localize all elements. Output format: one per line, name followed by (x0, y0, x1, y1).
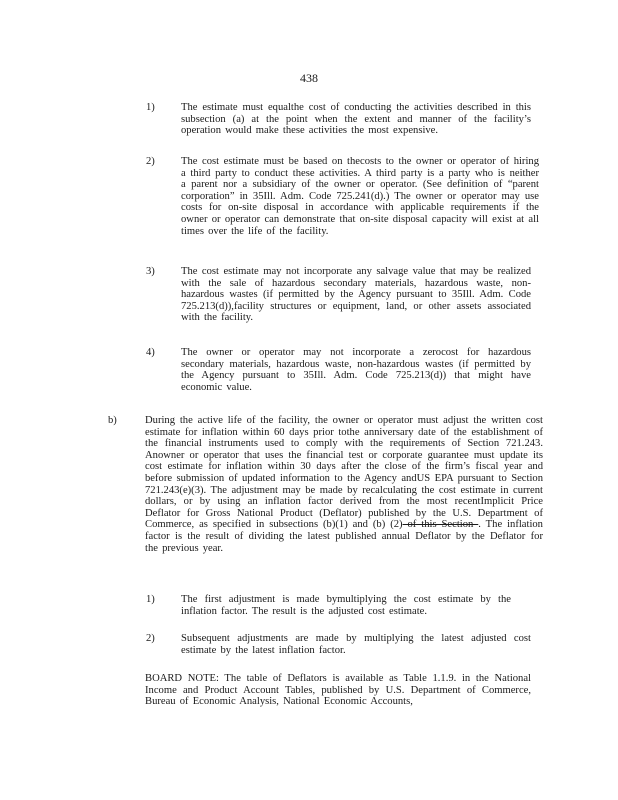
item-3-marker: 3) (146, 266, 155, 277)
item-3-text: The cost estimate may not incorporate any salvage value that may be realized with the sale of hazardous secondary materials, hazardous waste, non-hazardous wastes (if permitted by the Agency pursuant to 35Ill. Adm. Code 725.213(d)),facility structures or equipment, land, or other assets associated with the facility. (181, 266, 531, 324)
item-1-marker: 1) (146, 102, 155, 113)
item-2-marker: 2) (146, 156, 155, 167)
sub-item-1-marker: 1) (146, 594, 155, 605)
section-b-text-after: . The inflation factor is the result of dividing the latest published annual Deflator by the Deflator for the previous year. (145, 519, 543, 554)
section-b-text-before: During the active life of the facility, the owner or operator must adjust the written cost estimate for inflation within 60 days prior tothe anniversary date of the establishment of the financial instruments used to comply with the requirements of Section 721.243. Anowner or operator that uses the financial test or corporate guarantee must update its cost estimate for inflation within 30 days after the close of the firm’s fiscal year and before submission of updated information to the Agency andUS EPA pursuant to Section 721.243(e)(3). The adjustment may be made by recalculating the cost estimate in current dollars, or by using an inflation factor derived from the most recentImplicit Price Deflator for Gross National Product (Deflator) published by the U.S. Department of Commerce, as specified in subsections (b)(1) and (b) (2) (145, 415, 543, 531)
item-2-text: The cost estimate must be based on thecosts to the owner or operator of hiring a third party to conduct these activities. A third party is a party who is neither a parent nor a subsidiary of the owner or operator. (See definition of “parent corporation” in 35Ill. Adm. Code 725.241(d).) The owner or operator may use costs for on-site disposal in accordance with applicable requirements if the owner or operator can demonstrate that on-site disposal capacity will exist at all times over the life of the facility. (181, 156, 539, 237)
item-4-marker: 4) (146, 347, 155, 358)
sub-item-1-text: The first adjustment is made bymultiplying the cost estimate by the inflation factor. The result is the adjusted cost estimate. (181, 594, 511, 617)
section-b-text (145, 415, 543, 554)
section-b-struck-text: of this Section (402, 519, 479, 531)
item-1-text: The estimate must equalthe cost of conducting the activities described in this subsection (a) at the point when the extent and manner of the facility’s operation would make these activities the most expensive. (181, 102, 531, 137)
item-4-text: The owner or operator may not incorporate a zerocost for hazardous secondary materials, hazardous waste, non-hazardous wastes (if permitted by the Agency pursuant to 35Ill. Adm. Code 725.213(d)) that might have economic value. (181, 347, 531, 393)
board-note: BOARD NOTE: The table of Deflators is available as Table 1.1.9. in the National Income and Product Account Tables, published by U.S. Department of Commerce, Bureau of Economic Analysis, National Economic Accounts, (145, 673, 531, 708)
sub-item-2-text: Subsequent adjustments are made by multiplying the latest adjusted cost estimate by the latest inflation factor. (181, 633, 531, 656)
section-b-marker: b) (108, 415, 117, 426)
sub-item-2-marker: 2) (146, 633, 155, 644)
page-number: 438 (300, 71, 318, 85)
